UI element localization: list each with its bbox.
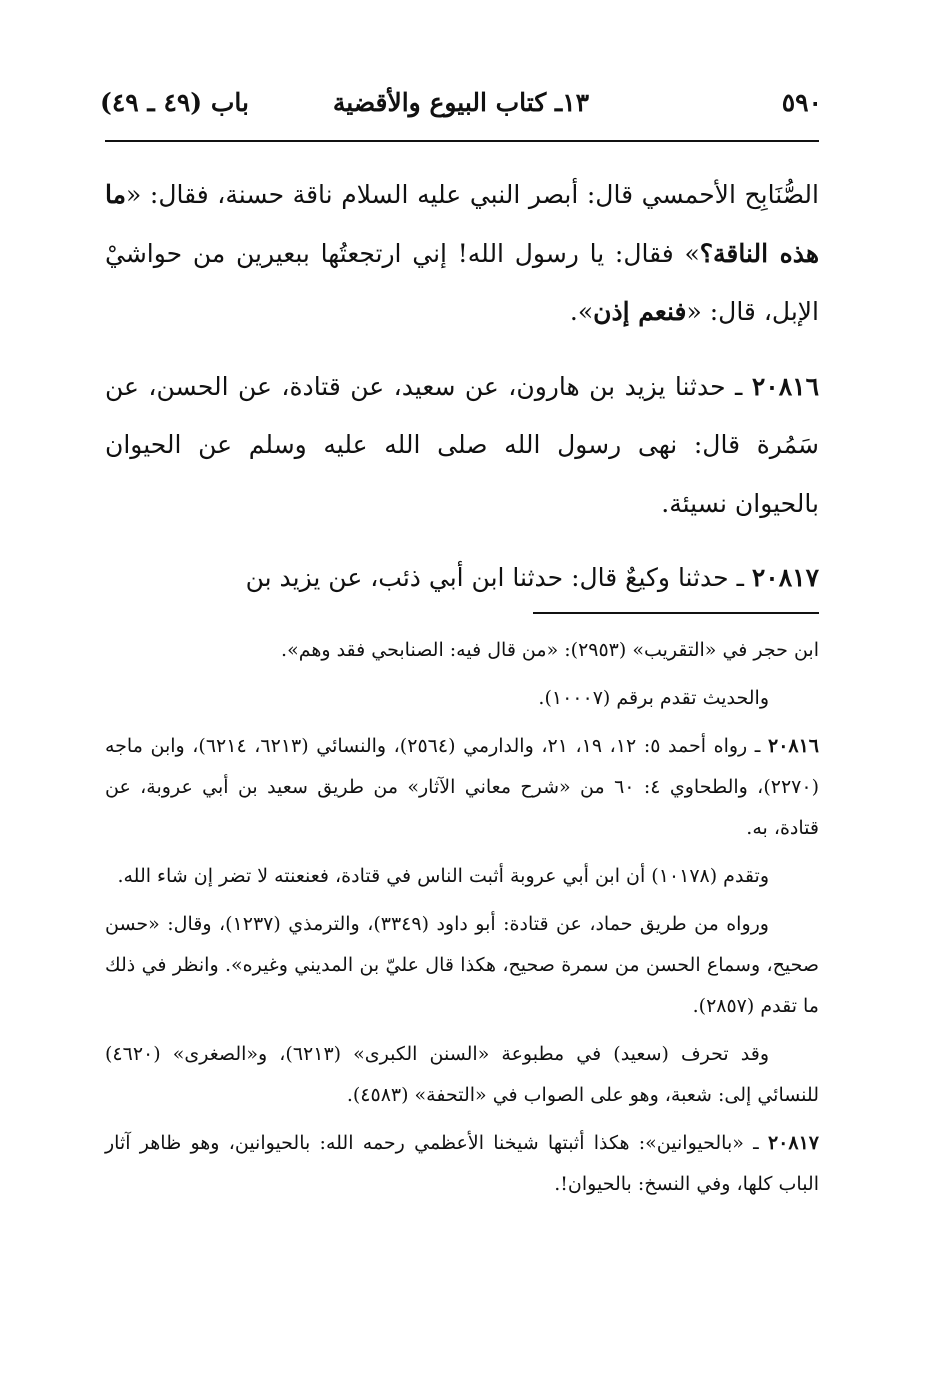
footnote-line: ورواه من طريق حماد، عن قتادة: أبو داود (٣٣٤٩)، والترمذي (١٢٣٧)، وقال: «حسن صحيح، وسماع الحسن من سمرة صحيح، هكذا قال عليّ بن المديني وغيره». وانظر في ذلك ما تقدم (٢٨٥٧).	[105, 913, 819, 1017]
footnotes	[105, 630, 819, 1205]
footnote-20817	[105, 1123, 819, 1205]
footnote-line: وتقدم (١٠١٧٨) أن ابن أبي عروبة أثبت الناس في قتادة، فعنعنته لا تضر إن شاء الله.	[117, 865, 769, 887]
footnote-number: ٢٠٨١٧	[767, 1132, 819, 1154]
page-number: ٥٩٠	[781, 88, 822, 117]
hadith-continuation	[105, 166, 819, 342]
text-segment: » فقال: يا رسول الله! إني ارتجعتُها ببعيرين من حواشيْ الإبل، قال: «	[105, 238, 819, 326]
hadith-number: ٢٠٨١٦	[751, 371, 819, 401]
hadith-text: ـ حدثنا يزيد بن هارون، عن سعيد، عن قتادة، عن الحسن، عن سَمُرة قال: نهى رسول الله صلى الله عليه وسلم عن الحيوان بالحيوان نسيئة.	[105, 371, 819, 518]
footnote-line: وقد تحرف (سعيد) في مطبوعة «السنن الكبرى» (٦٢١٣)، و«الصغرى» (٤٦٢٠) للنسائي إلى: شعبة، وهو على الصواب في «التحفة» (٤٥٨٣).	[105, 1043, 819, 1106]
text-segment: ».	[569, 297, 594, 326]
footnote-text: ـ رواه أحمد ٥: ١٢، ١٩، ٢١، والدارمي (٢٥٦٤)، والنسائي (٦٢١٣، ٦٢١٤)، وابن ماجه (٢٢٧٠)، والطحاوي ٤: ٦٠ من «شرح معاني الآثار» من طريق سعيد بن أبي عروبة، عن قتادة، به.	[105, 735, 819, 839]
running-header	[100, 88, 822, 128]
hadith-number: ٢٠٨١٧	[751, 563, 819, 592]
footnote-divider	[533, 612, 819, 614]
prophet-speech: ما هذه الناقة؟	[105, 180, 819, 268]
header-divider	[105, 140, 819, 142]
footnote-20816	[105, 726, 819, 849]
footnote-line: والحديث تقدم برقم (١٠٠٠٧).	[538, 687, 769, 709]
hadith-text: ـ حدثنا وكيعٌ قال: حدثنا ابن أبي ذئب، عن يزيد بن	[245, 563, 752, 592]
book-title: ١٣ـ كتاب البيوع والأقضية	[332, 88, 590, 117]
text-segment: الصُّنَابِح الأحمسي قال: أبصر النبي عليه السلام ناقة حسنة، فقال: «	[126, 180, 819, 209]
main-text	[105, 166, 819, 608]
hadith-20816	[105, 358, 819, 534]
chapter-range: باب (٤٩ ـ ٤٩)	[100, 88, 249, 117]
prophet-speech: فنعم إذن	[593, 297, 687, 326]
footnote-number: ٢٠٨١٦	[767, 735, 820, 757]
footnote-text: ـ «بالحيوانين»: هكذا أثبتها شيخنا الأعظمي رحمه الله: بالحيوانين، وهو ظاهر آثار الباب كلها، وفي النسخ: بالحيوان!.	[105, 1132, 819, 1195]
hadith-20817	[105, 549, 819, 608]
footnote-line: ابن حجر في «التقريب» (٢٩٥٣): «من قال فيه: الصنابحي فقد وهم».	[281, 639, 819, 661]
